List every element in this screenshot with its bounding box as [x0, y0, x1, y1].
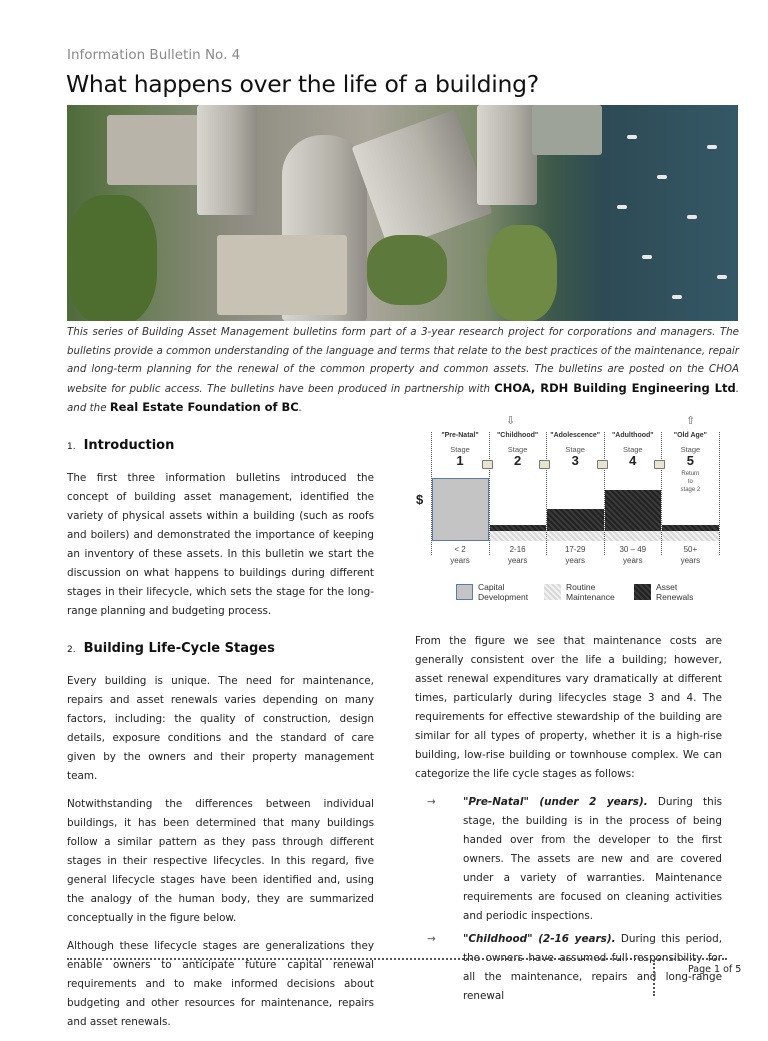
section-heading-life-cycle: [67, 639, 374, 660]
legend-item: [544, 582, 615, 602]
paragraph: From the figure we see that maintenance costs are generally consistent over the life a building; however, asset renewal expenditures vary dramatically at different times, particularly during lifecycles stage 3 and 4. The requirements for effective stewardship of the building are similar for all types of property, whether it is a high-rise building, low-rise building or townhouse complex. We can categorize the life cycle stages as follows:: [415, 635, 722, 780]
stage-label: Stage: [507, 445, 528, 454]
bar-asset-renewals: [490, 525, 547, 531]
legend-line: Maintenance: [566, 592, 615, 602]
legend-line: Capital: [478, 582, 505, 592]
note-line: stage 2: [680, 487, 701, 493]
stage-name: "Adolescence": [550, 432, 601, 439]
legend-line: Routine: [566, 582, 596, 592]
bar-routine-maintenance: [490, 531, 547, 541]
stage-label: Stage: [450, 445, 470, 454]
legend-label: [656, 582, 693, 602]
series-caption: [67, 323, 739, 418]
left-column: [67, 436, 374, 1041]
partner-real-estate-foundation: Real Estate Foundation of BC: [109, 400, 299, 414]
stage-1: [431, 432, 489, 468]
stage-name: "Old Age": [673, 432, 707, 439]
x-label-line: years: [450, 556, 470, 565]
legend-item: [634, 582, 693, 602]
caption-text-mid: . and the: [67, 382, 739, 414]
paragraph: The first three information bulletins introduced the concept of building asset management, identified the variety of physical assets within a building (such as roofs and boilers) and demonstrated the importance of keeping an inventory of these assets. In this bulletin we start the discussion on what happens to buildings during different stages in their lifecycle, which sets the stage for the long-range planning and budgeting process.: [67, 472, 374, 617]
x-label-line: years: [565, 556, 585, 565]
bar-routine-maintenance: [605, 531, 662, 541]
arrow-icon: →: [427, 933, 436, 945]
x-label-line: 17-29: [564, 545, 586, 554]
legend-item: [456, 582, 528, 602]
section-number: 2.: [67, 645, 76, 655]
stage-3: [546, 432, 604, 468]
stage-label: Stage: [622, 445, 643, 454]
legend-swatch: [544, 584, 561, 600]
legend-swatch: [456, 584, 473, 600]
lifecycle-stages-figure: [418, 412, 728, 612]
stage-number: 1: [456, 453, 464, 468]
legend-line: Asset: [656, 582, 678, 592]
paragraph: Every building is unique. The need for maintenance, repairs and asset renewals varies depending on many factors, including: the quality of construction, design details, exposure conditions and the standard of care given by the owners and their property management team.: [67, 675, 374, 782]
footer-vertical-divider: [653, 960, 655, 996]
stage-lead: "Childhood" (2-16 years).: [463, 933, 616, 945]
stage-text: During this period, the owners have assumed full responsibility for all the maintenance, repairs and long-range renewal: [463, 933, 722, 1002]
stage-lead: "Pre-Natal" (under 2 years).: [463, 796, 648, 808]
partner-choa-rdh: CHOA, RDH Building Engineering Ltd: [494, 380, 736, 395]
note-line: to: [687, 479, 693, 485]
bar-capital-development: [432, 478, 489, 541]
stage-text: During this stage, the building is in the process of being handed over from the developer to the first owners. The assets are new and are covered under a variety of warranties. Maintenance requirements are focused on cleaning activities and periodic inspections.: [463, 796, 722, 922]
legend-label: [566, 582, 615, 602]
footer-divider: [67, 958, 727, 960]
stage-name: "Adulthood": [611, 432, 654, 439]
x-label-line: 50+: [683, 545, 698, 554]
stage-4: [604, 432, 662, 468]
bulletin-number: Information Bulletin No. 4: [67, 47, 241, 63]
stage-number: 2: [513, 453, 522, 468]
bar-routine-maintenance: [662, 531, 719, 541]
page-number: Page 1 of 5: [688, 964, 742, 975]
bar-asset-renewals: [605, 490, 662, 531]
stage-label: Stage: [565, 445, 585, 454]
note-line: Return: [681, 471, 700, 477]
stage-number: 3: [571, 453, 579, 468]
section-title: Introduction: [83, 438, 175, 453]
x-label-line: years: [680, 556, 701, 565]
legend-label: [478, 582, 528, 602]
stage-5: [661, 432, 719, 494]
arrow-icon: →: [427, 796, 436, 808]
stage-2: [489, 432, 547, 468]
caption-text: This series of Building Asset Management bulletins form part of a 3-year research project for corporations and managers. The bulletins provide a common understanding of the language and terms that relate to the best practices of the maintenance, repair and long-term planning for the renewal of the common property and common assets. The bulletins are posted on the CHOA website for public access. The bulletins have been produced in partnership with: [67, 326, 739, 395]
stage-name: "Pre-Natal": [441, 432, 479, 439]
section-number: 1.: [67, 442, 76, 452]
down-arrow-icon: ⇩: [506, 415, 516, 427]
legend-line: Development: [478, 592, 529, 602]
x-label: [604, 544, 662, 566]
bar-asset-renewals: [547, 509, 604, 531]
x-label-line: 2-16: [509, 545, 526, 554]
aerial-photo-of-buildings: [67, 105, 738, 321]
legend-line: Renewals: [656, 592, 694, 602]
paragraph: Although these lifecycle stages are generalizations they enable owners to anticipate future capital renewal requirements and to make informed decisions about budgeting and other resources for maintenance, repairs and asset renewals.: [67, 940, 374, 1028]
stage-number: 5: [686, 453, 694, 468]
right-column: [415, 632, 722, 1010]
section-title: Building Life-Cycle Stages: [83, 641, 275, 656]
caption-end: .: [298, 402, 303, 414]
page-title: What happens over the life of a building?: [66, 70, 539, 98]
stage-name: "Childhood": [496, 432, 539, 439]
x-label: [489, 544, 547, 566]
x-label-line: years: [507, 556, 528, 565]
y-axis-label: $: [416, 492, 424, 507]
stage-number: 4: [629, 453, 637, 468]
section-heading-introduction: [67, 436, 374, 457]
bar-asset-renewals: [662, 525, 719, 531]
x-label: [546, 544, 604, 566]
x-label: [431, 544, 489, 566]
x-label-line: years: [623, 556, 643, 565]
x-label: [661, 544, 719, 566]
list-item-pre-natal: [415, 793, 722, 926]
stage5-note: [661, 470, 719, 494]
up-arrow-icon: ⇧: [686, 415, 696, 427]
paragraph: Notwithstanding the differences between individual buildings, it has been determined that many buildings follow a similar pattern as they pass through different stages in their respective lifecycles. In this regard, five general lifecycle stages have been identified and, using the analogy of the human body, they are summarized conceptually in the figure below.: [67, 798, 374, 924]
x-label-line: 30 – 49: [619, 545, 647, 554]
stage-label: Stage: [680, 445, 701, 454]
x-label-line: < 2: [454, 545, 466, 554]
list-item-childhood: [415, 930, 722, 1006]
legend-swatch: [634, 584, 651, 600]
bar-routine-maintenance: [547, 531, 604, 541]
